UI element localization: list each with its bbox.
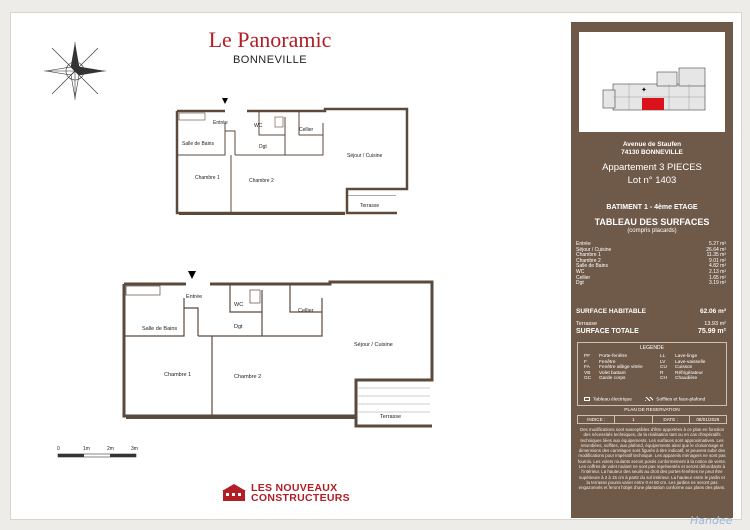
- legend-text: Fenêtre allège vitrée: [599, 365, 643, 371]
- room-row: [576, 281, 726, 287]
- legend-code: FA: [584, 365, 590, 371]
- brand-line-2: CONSTRUCTEURS: [251, 492, 350, 504]
- building-locator-thumbnail: [579, 32, 725, 132]
- scale-label-2: 2m: [107, 446, 114, 452]
- apartment-type: Appartement 3 PIECES: [602, 162, 702, 173]
- room-area: 4.82 m²: [709, 263, 726, 270]
- room-area: 9.01 m²: [709, 257, 726, 264]
- room-name: Séjour / Cuisine: [576, 246, 612, 253]
- legend: [577, 342, 727, 406]
- building-floor: BATIMENT 1 - 4ème ETAGE: [606, 204, 698, 211]
- watermark: Handee: [690, 514, 733, 527]
- total-label: SURFACE TOTALE: [576, 328, 639, 335]
- room-name: WC: [576, 268, 585, 275]
- label-entree-lg: Entrée: [186, 294, 203, 300]
- surface-totale: [576, 328, 726, 335]
- address-line-2: 74130 BONNEVILLE: [621, 149, 683, 156]
- legend-text: Chaudière: [675, 376, 698, 382]
- label-chambre2-lg: Chambre 2: [234, 374, 262, 380]
- resa-cell: INDICE :: [578, 416, 615, 423]
- terrasse-value: 13.93 m²: [704, 321, 726, 327]
- legend-text: Réfrigérateur: [675, 370, 703, 376]
- resa-cell: DATE :: [653, 416, 690, 423]
- label-sdb: Salle de Bains: [182, 141, 214, 147]
- legend-code: F: [584, 359, 587, 365]
- floor-plan-large: [112, 268, 442, 440]
- room-area: 5.27 m²: [709, 241, 726, 247]
- habitable-label: SURFACE HABITABLE: [576, 308, 646, 315]
- electrical-panel-icon: [584, 397, 590, 401]
- legend-text: Lave-vaisselle: [675, 359, 706, 365]
- label-wc: WC: [254, 123, 263, 129]
- brand-line-1: LES NOUVEAUX: [251, 482, 338, 494]
- reservation-table: [577, 415, 727, 424]
- brand-house-icon: [222, 484, 246, 502]
- legend-grid: [584, 354, 720, 382]
- surface-totals: [576, 308, 726, 335]
- label-dgt: Dgt: [259, 144, 267, 150]
- room-surfaces-list: [576, 242, 726, 287]
- label-sejour-lg: Séjour / Cuisine: [354, 342, 393, 348]
- legend-text: Cuisson: [675, 365, 693, 371]
- address-line-1: Avenue de Staufen: [622, 141, 682, 148]
- entrance-arrow-icon: [222, 98, 228, 104]
- label-chambre2: Chambre 2: [249, 178, 274, 184]
- project-city: BONNEVILLE: [232, 54, 308, 66]
- room-area: 1.65 m²: [709, 274, 726, 281]
- legend-text: Fenêtre: [599, 359, 616, 365]
- room-area: 26.64 m²: [706, 246, 726, 253]
- label-wc-lg: WC: [234, 302, 244, 308]
- room-name: Entrée: [576, 241, 591, 247]
- legend-text: Lave-linge: [675, 354, 698, 359]
- legend-special-2: Soffites et faux-plafond: [656, 397, 706, 403]
- legend-text: Porte-fenêtre: [599, 354, 627, 359]
- label-terrasse: Terrasse: [360, 203, 380, 209]
- label-sejour: Séjour / Cuisine: [347, 153, 383, 159]
- habitable-value: 62.06 m²: [699, 308, 726, 315]
- label-chambre1-lg: Chambre 1: [164, 372, 192, 378]
- room-name: Salle de Bains: [576, 263, 608, 270]
- surfaces-subtitle: (compris placards): [627, 228, 677, 234]
- resa-cell: 08/01/2026: [696, 417, 720, 422]
- brand-logo: [222, 482, 362, 504]
- info-panel: [571, 22, 733, 518]
- surface-habitable: [576, 308, 726, 315]
- legend-special-1: Tableau électrique: [593, 397, 632, 403]
- legend-title: LEGENDE: [640, 345, 664, 351]
- project-title: Le Panoramic: [208, 27, 332, 52]
- room-name: Chambre 1: [576, 252, 601, 259]
- room-name: Cellier: [576, 274, 591, 281]
- label-chambre1: Chambre 1: [195, 175, 220, 181]
- legend-code: R: [660, 370, 664, 376]
- scale-bar: [55, 442, 155, 476]
- room-area: 3.19 m²: [709, 280, 726, 287]
- legend-code: CH: [660, 376, 667, 382]
- legend-code: LV: [660, 359, 666, 365]
- legend-code: VB: [584, 370, 591, 376]
- entrance-arrow-icon-2: [188, 271, 196, 279]
- lot-number: Lot n° 1403: [627, 175, 677, 186]
- scale-label-1: 1m: [83, 446, 90, 452]
- svg-text:✦: ✦: [641, 86, 647, 94]
- room-name: Chambre 2: [576, 257, 601, 264]
- scale-label-0: 0: [57, 446, 60, 452]
- label-sdb-lg: Salle de Bains: [142, 326, 178, 332]
- label-terrasse-lg: Terrasse: [380, 414, 402, 420]
- surface-terrasse: [576, 321, 726, 327]
- floor-plan-small: [165, 95, 415, 235]
- legend-code: GC: [584, 376, 592, 382]
- legend-code: LL: [660, 354, 666, 359]
- resa-cell: 1: [615, 416, 652, 423]
- label-dgt-lg: Dgt: [234, 324, 243, 330]
- terrasse-label: Terrasse: [576, 321, 598, 327]
- legend-text: Volet battant: [599, 370, 626, 376]
- room-name: Dgt: [576, 280, 584, 287]
- label-cellier-lg: Cellier: [298, 308, 314, 314]
- label-cellier: Cellier: [299, 127, 314, 133]
- surfaces-title: TABLEAU DES SURFACES: [594, 217, 710, 227]
- room-area: 11.35 m²: [706, 252, 726, 259]
- compass-rose-icon: [40, 40, 110, 102]
- disclaimer-text: Des modifications sont susceptibles d'être apportées à ce plan en fonction des nécessités techniques, de la réalisation tant ou en cas d'impératifs techniques liées aux équipements. Les surfaces sont approximatives. Les retombées, soffites, aux plafond, équipements ainsi que le cloisonnage et dimensions des carrelages sont figurés à titre indicatif, et peuvent subir des modifications pour impératif technique. Les appareils ménagers ne sont pas fournis. Les volets roulants seront posés conformément à la notice de vente. Les coffres de volet roulant ne sont pas représentés et seront débordants à l'intérieur. La hauteur des seuils au droit des portes-fenêtres ne peut être supérieure à 2 à 15 cm à partir du sol intérieur. La hauteur entre le jardin et la terrasse pourra varier entre 0 et 60 cm. Les jardins ne seront pas engazonnés et feront l'objet d'une plantation conforme aux plans des plans.: [577, 427, 727, 491]
- lot-highlight: [642, 98, 664, 110]
- soffit-hatch-icon: [645, 397, 653, 401]
- room-area: 2.13 m²: [709, 268, 726, 275]
- legend-text: Garde corps: [599, 376, 626, 382]
- scale-label-3: 3m: [131, 446, 138, 452]
- total-value: 75.99 m²: [697, 328, 726, 335]
- legend-code: CU: [660, 365, 667, 371]
- reservation-title: PLAN DE RESERVATION: [624, 408, 680, 413]
- legend-special: [584, 397, 724, 402]
- legend-code: PF: [584, 354, 591, 359]
- label-entree: Entrée: [213, 120, 228, 126]
